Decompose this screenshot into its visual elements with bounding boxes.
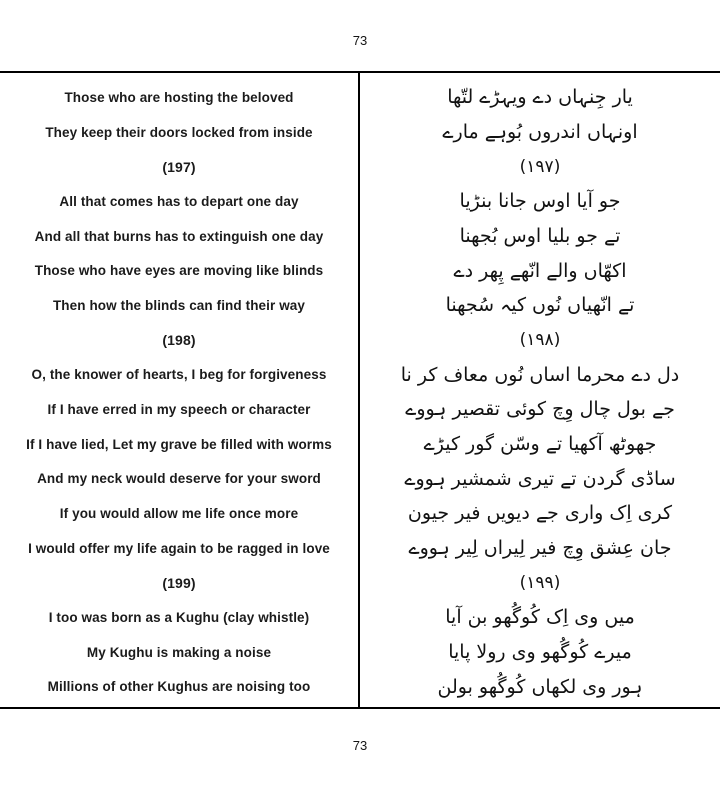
verse-line-english: My Kughu is making a noise <box>86 644 272 660</box>
verse-line-english: Those who are hosting the beloved <box>64 89 294 105</box>
section-number-english: (197) <box>162 158 196 175</box>
verse-line-urdu: جو آیا اوس جانا بنڑیا <box>459 190 621 213</box>
page-number-top: 73 <box>352 33 368 48</box>
verse-line-english: Millions of other Kughus are noising too <box>47 679 311 695</box>
section-number-urdu: (۱۹۸) <box>519 330 561 351</box>
verse-line-urdu: میرے کُوگُھو وی رولا پایا <box>448 641 632 664</box>
section-number-english: (199) <box>162 574 196 591</box>
verse-line-english: I would offer my life again to be ragged in love <box>28 540 330 556</box>
english-translation-column <box>0 73 360 707</box>
verse-line-english: They keep their doors locked from inside <box>45 124 313 140</box>
verse-line-urdu: جان عِشق وِچ فیر لِیراں لِیر ہووے <box>408 537 672 560</box>
section-number-english: (198) <box>162 332 196 349</box>
verse-line-urdu: اونہاں اندروں بُوہے مارے <box>442 121 638 143</box>
verse-line-urdu: کری اِک واری جے دیویں فیر جیون <box>407 502 673 525</box>
poem-table <box>0 71 720 709</box>
verse-line-urdu: ہور وی لکھاں کُوگُھو بولن <box>437 675 643 698</box>
verse-line-english: If I have lied, Let my grave be filled with worms <box>26 436 332 452</box>
verse-line-english: Those who have eyes are moving like blinds <box>34 263 324 279</box>
verse-line-english: I too was born as a Kughu (clay whistle) <box>48 609 310 625</box>
urdu-verse-column <box>360 73 720 707</box>
page-number-bottom: 73 <box>352 738 368 753</box>
section-number-urdu: (۱۹۹) <box>519 572 561 593</box>
verse-line-english: If you would allow me life once more <box>59 505 299 521</box>
verse-line-english: O, the knower of hearts, I beg for forgiveness <box>31 367 327 383</box>
verse-line-english: And my neck would deserve for your sword <box>37 471 321 487</box>
verse-line-urdu: جے بول چال وِچ کوئی تقصیر ہووے <box>405 398 675 421</box>
verse-line-english: All that comes has to depart one day <box>59 193 299 209</box>
verse-line-english: And all that burns has to extinguish one day <box>34 228 324 244</box>
verse-line-english: If I have erred in my speech or character <box>47 401 311 417</box>
verse-line-urdu: تے جو بلیا اوس بُجھنا <box>459 225 621 248</box>
verse-line-urdu: یار جِنہاں دے ویہڑے لتّھا <box>447 86 633 109</box>
verse-line-urdu: تے انّھیاں نُوں کیہ سُجھنا <box>445 294 635 317</box>
verse-line-urdu: جھوٹھ آکھیا تے وسّن گور کیڑے <box>423 433 657 456</box>
verse-line-urdu: میں وی اِک کُوگُھو بن آیا <box>445 606 635 629</box>
verse-line-urdu: ساڈی گردن تے تیری شمشیر ہووے <box>404 467 676 490</box>
verse-line-english: Then how the blinds can find their way <box>52 297 306 313</box>
verse-line-urdu: اکھّاں والے انّھے پِھر دے <box>453 259 627 282</box>
section-number-urdu: (۱۹۷) <box>519 156 561 177</box>
verse-line-urdu: دل دے محرما اساں نُوں معاف کر نا <box>400 363 680 386</box>
